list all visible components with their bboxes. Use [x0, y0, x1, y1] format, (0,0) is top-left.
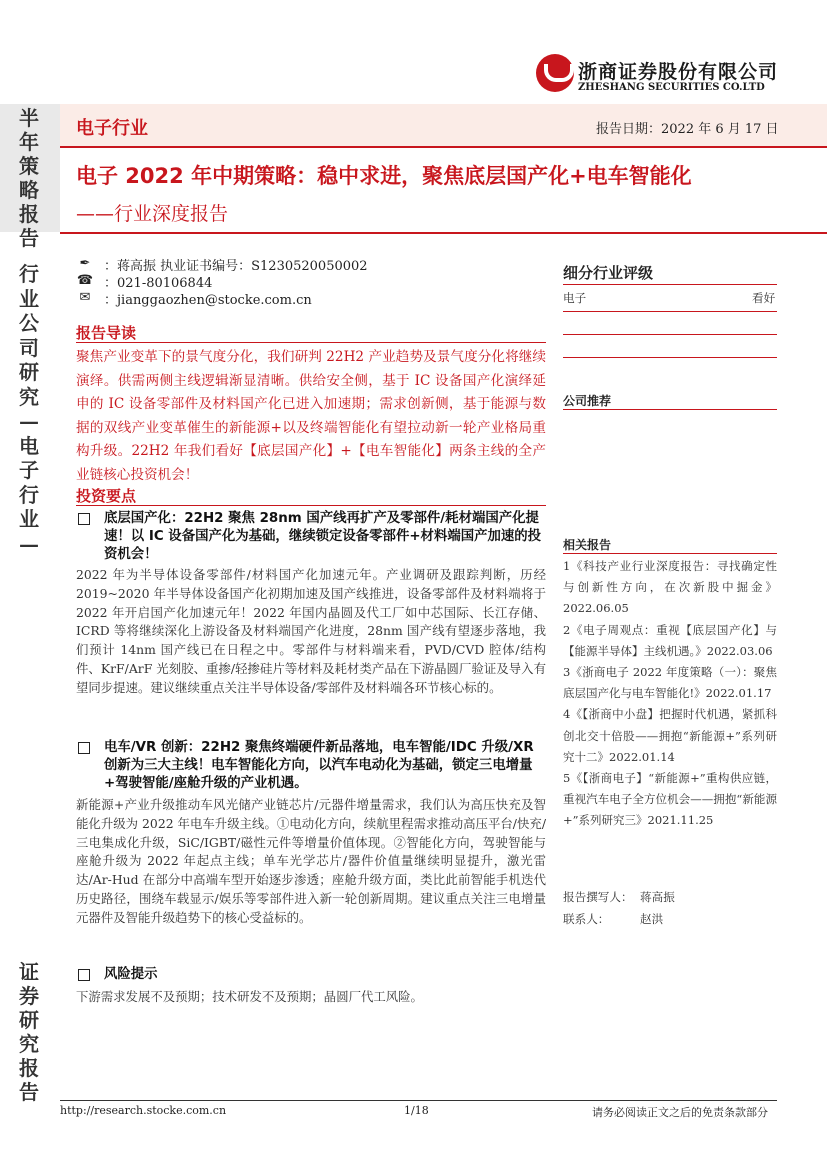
footer-url[interactable]: http://research.stocke.com.cn: [60, 1104, 227, 1117]
sidebar-category: 行 业 公 司 研 究 — 电 子 行 业 —: [19, 262, 39, 556]
industry-label: 电子行业: [76, 118, 148, 139]
company-name-en: ZHESHANG SECURITIES CO.LTD: [578, 82, 765, 93]
rating-row-line: [563, 334, 777, 335]
writer-label: 报告撰写人：: [563, 890, 633, 904]
footer-divider: [60, 1100, 777, 1101]
report-subtitle: ——行业深度报告: [76, 203, 229, 225]
related-list: [563, 556, 777, 832]
rating-divider: [563, 284, 777, 285]
point-body: 2022 年为半导体设备零部件/材料国产化加速元年。产业调研及跟踪判断，历经 2019~2020 年半导体设备国产化初期加速及国产线推进，设备零部件及材料端将于 2022 年开启国产化加速元年！2022 年国内晶圆及代工厂如中芯国际、长江存储、ICRD 等将继续深化上游设备及材料端国产化进度，28nm 国产线有望逐步落地，我们预计 14nm 国产线已在日程之中。零部件与材料端来看，PVD/CVD 腔体/结构件、KrF/ArF 光刻胶、重掺/轻掺硅片等材料及耗材类产品在下游晶圆厂验证及导入有望同步提速。建议继续重点关注半导体设备/零部件及材料端各环节核心标的。: [76, 567, 546, 695]
report-date: 报告日期：2022 年 6 月 17 日: [596, 122, 779, 137]
pen-icon: ✒: [79, 256, 91, 271]
rating-heading: 细分行业评级: [563, 264, 654, 282]
guide-heading: 报告导读: [76, 324, 137, 342]
related-report-item[interactable]: 3《浙商电子 2022 年度策略（一）：聚焦底层国产化与电车智能化!》2022.01.17: [563, 665, 777, 701]
point-body: 新能源+产业升级推动车风光储产业链芯片/元器件增量需求，我们认为高压快充及智能化升级为 2022 年电车升级主线。①电动化方向，续航里程需求推动高压平台/快充/三电集成化升级，SiC/IGBT/磁性元件等增量价值体现。②智能化方向，驾驶智能与座舱升级为 2022 年起点主线；单车光学芯片/器件价值量继续明显提升，激光雷达/Ar-Hud 在部分中高端车型开始逐步渗透；座舱升级方面，类比此前智能手机迭代历史路径，围绕车载显示/娱乐等零部件进入新一轮创新周期。建议重点关注三电增量元器件及智能升级趋势下的核心受益标的。: [76, 797, 546, 925]
sidebar-report-type: 半 年 策 略 报 告: [19, 106, 39, 250]
related-heading: 相关报告: [563, 538, 612, 552]
point-headline: 电车/VR 创新：22H2 聚焦终端硬件新品落地，电车智能/IDC 升级/XR 创新为三大主线！电车智能化方向，以汽车电动化为基础，锁定三电增量+驾驶智能/座舱升级的产业机遇。: [104, 740, 534, 791]
risk-text: 下游需求发展不及预期；技术研发不及预期；晶圆厂代工风险。: [76, 989, 423, 1004]
footer-disclaimer: 请务必阅读正文之后的免责条款部分: [592, 1106, 768, 1119]
bullet-icon: [78, 969, 90, 981]
header-divider: [60, 146, 827, 148]
analyst-info: ：蒋高振 执业证书编号：S1230520050002: [104, 259, 368, 274]
report-title: 电子 2022 年中期策略：稳中求进，聚焦底层国产化+电车智能化: [76, 164, 692, 188]
related-divider: [563, 553, 777, 554]
investment-heading: 投资要点: [76, 487, 137, 505]
sidebar-securities-report: 证 券 研 究 报 告: [19, 960, 39, 1104]
investment-divider: [76, 505, 546, 506]
email-icon: ✉: [79, 290, 91, 305]
related-report-item[interactable]: 2《电子周观点：重视【底层国产化】与【能源半导体】主线机遇。》2022.03.06: [563, 622, 777, 658]
contact-label: 联系人：: [563, 912, 610, 926]
related-report-item[interactable]: 5《【浙商电子】“新能源+”重构供应链，重视汽车电子全方位机会——拥抱“新能源+”系列研究三》2021.11.25: [563, 771, 777, 828]
phone-icon: ☎: [76, 273, 94, 288]
rating-value: 看好: [752, 291, 776, 305]
title-divider: [60, 232, 827, 234]
rating-row-line: [563, 311, 777, 312]
related-report-item[interactable]: 4《【浙商中小盘】把握时代机遇，紧抓科创北交十倍股——拥抱“新能源+”系列研究十二》2022.01.14: [563, 707, 777, 764]
recommend-heading: 公司推荐: [563, 394, 612, 408]
bullet-icon: [78, 513, 90, 525]
related-report-item[interactable]: 1《科技产业行业深度报告：寻找确定性与创新性方向，在次新股中掘金》2022.06.05: [563, 559, 777, 616]
analyst-email[interactable]: ：jianggaozhen@stocke.com.cn: [104, 293, 312, 308]
rating-sector: 电子: [563, 291, 587, 305]
bullet-icon: [78, 742, 90, 754]
risk-heading: 风险提示: [104, 967, 158, 982]
page-number: 1/18: [404, 1104, 429, 1117]
analyst-phone: ：021-80106844: [104, 276, 213, 291]
company-name-cn: 浙商证券股份有限公司: [578, 61, 779, 83]
writer-name: 蒋高振: [640, 890, 675, 904]
point-headline: 底层国产化：22H2 聚焦 28nm 国产线再扩产及零部件/耗材端国产化提速！以 IC 设备国产化为基础，继续锁定设备零部件+材料端国产加速的投资机会！: [104, 511, 542, 562]
contact-name: 赵洪: [640, 912, 664, 926]
guide-text: 聚焦产业变革下的景气度分化，我们研判 22H2 产业趋势及景气度分化将继续演绎。供需两侧主线逻辑渐显清晰。供给安全侧，基于 IC 设备国产化演绎延申的 IC 设备零部件及材料国产化已进入加速期；需求创新侧，基于能源与数据的双线产业变革催生的新能源+以及终端智能化有望拉动新一轮产业格局重构升级。22H2 年我们看好【底层国产化】+【电车智能化】两条主线的全产业链核心投资机会！: [76, 349, 546, 483]
recommend-divider: [563, 409, 777, 410]
guide-divider: [76, 342, 546, 343]
company-logo-icon: [536, 54, 574, 92]
rating-row-line: [563, 357, 777, 358]
